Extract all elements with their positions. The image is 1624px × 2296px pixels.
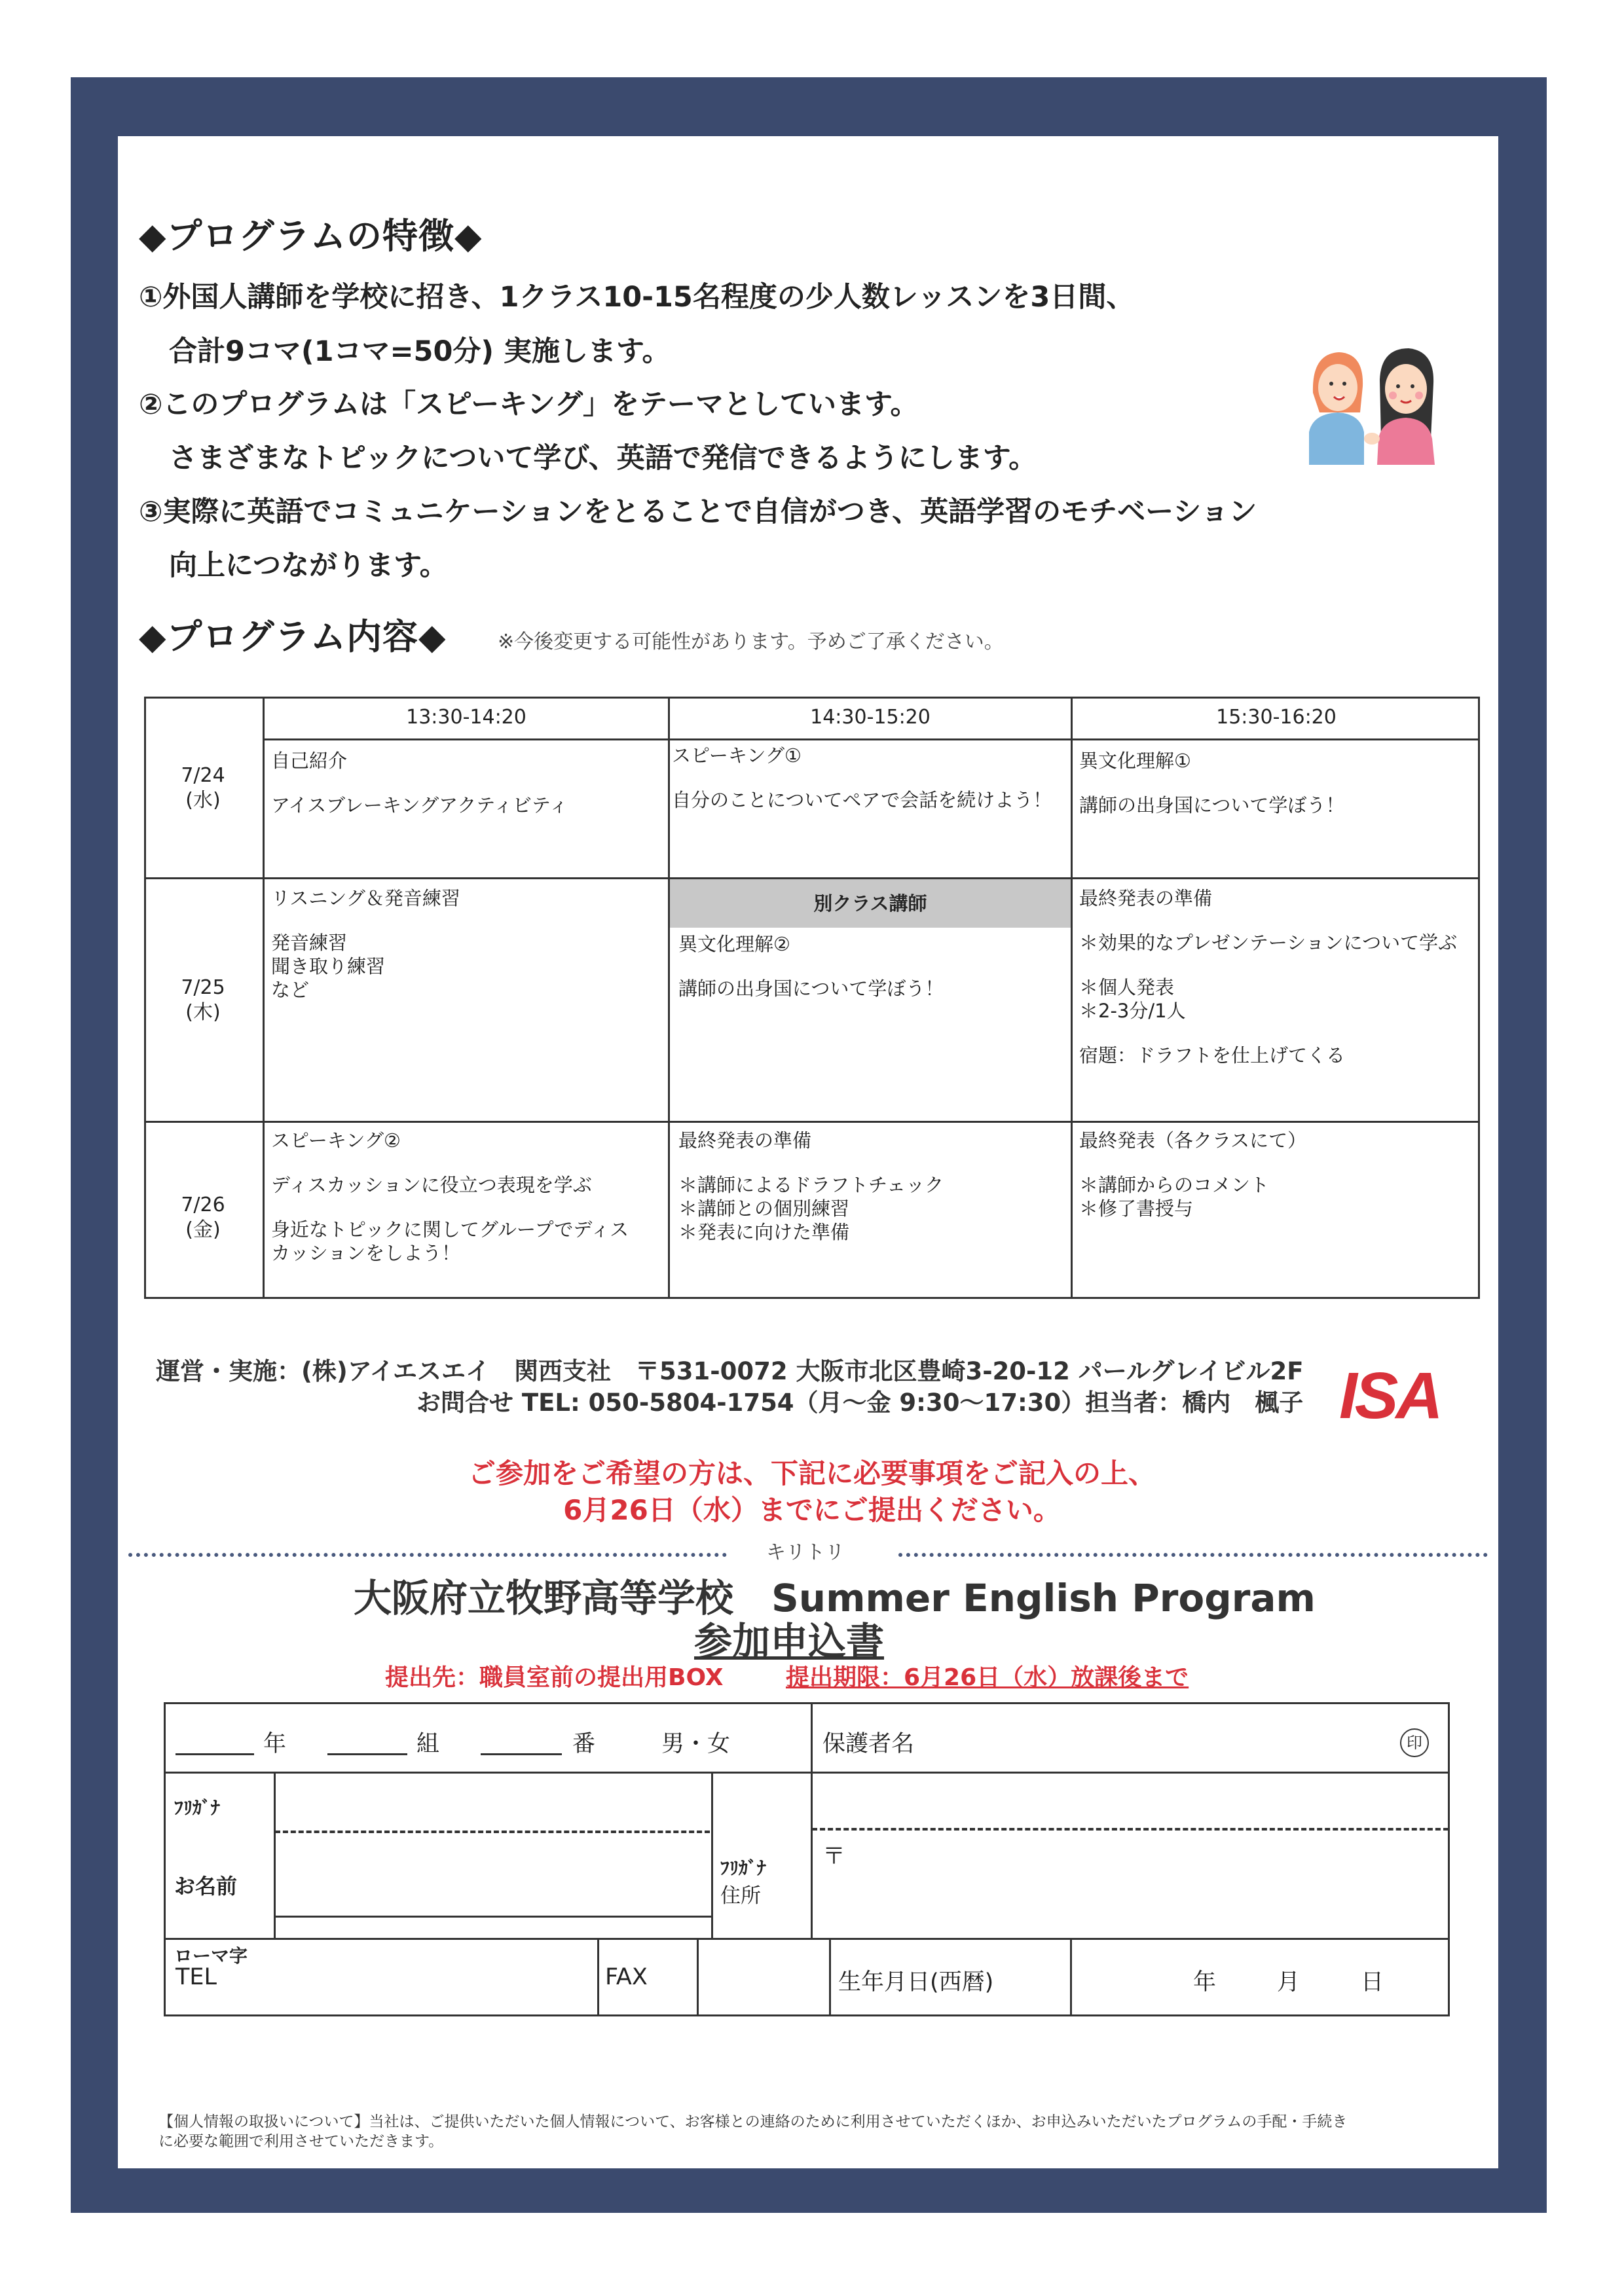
feature-line-5: ③実際に英語でコミュニケーションをとることで自信がつき、英語学習のモチベーション <box>139 496 1257 528</box>
table-divider <box>1071 697 1073 1299</box>
day-2-slot-2: 異文化理解② 講師の出身国について学ぼう！ <box>678 933 944 1000</box>
table-divider <box>668 697 670 1299</box>
isa-logo: ISA <box>1339 1359 1441 1432</box>
submit-to: 提出先：職員室前の提出用BOX <box>385 1664 724 1691</box>
day-3-slot-1: スピーキング② ディスカッションに役立つ表現を学ぶ 身近なトピックに関してグループでディス カッションをしよう！ <box>271 1129 629 1264</box>
gender-options[interactable]: 男・女 <box>661 1731 731 1757</box>
table-divider <box>263 738 1480 740</box>
birthday-month-label: 月 <box>1277 1969 1301 1995</box>
address-label: 住所 <box>720 1884 761 1908</box>
birthday-day-label: 日 <box>1361 1969 1384 1995</box>
submit-deadline: 提出期限：6月26日（水）放課後まで <box>786 1664 1189 1691</box>
time-slot-1: 13:30-14:20 <box>406 706 526 729</box>
feature-line-2: 合計9コマ(1コマ=50分) 実施します。 <box>169 335 671 368</box>
table-divider <box>263 697 265 1299</box>
feature-line-1: ①外国人講師を学校に招き、1クラス10-15名程度の少人数レッスンを3日間、 <box>139 281 1135 314</box>
organizer-contact: お問合せ TEL: 050-5804-1754（月～金 9:30～17:30）担当者：橋内 楓子 <box>416 1389 1304 1417</box>
form-divider <box>711 1772 713 1938</box>
form-divider <box>597 1938 599 2016</box>
address-furigana-label: ﾌﾘｶﾞﾅ <box>720 1857 767 1879</box>
seal-mark: 印 <box>1400 1728 1429 1757</box>
address-input-area[interactable] <box>813 1774 1448 1937</box>
day-3-slot-2: 最終発表の準備 ＊講師によるドラフトチェック ＊講師との個別練習 ＊発表に向けた準備 <box>678 1129 944 1243</box>
feature-line-3: ②このプログラムは「スピーキング」をテーマとしています。 <box>139 388 919 421</box>
class-label: 組 <box>416 1731 440 1757</box>
feature-line-4: さまざまなトピックについて学び、英語で発信できるようにします。 <box>169 442 1037 475</box>
form-subtitle: 参加申込書 <box>694 1619 885 1664</box>
day-3-date: 7/26 (金) <box>181 1194 225 1241</box>
day-2-slot-3: 最終発表の準備 ＊効果的なプレゼンテーションについて学ぶ ＊個人発表 ＊2-3分/1人 宿題：ドラフトを仕上げてくる <box>1079 887 1458 1066</box>
tel-input[interactable] <box>276 1940 597 2014</box>
form-divider <box>829 1938 831 2016</box>
day-1-slot-1: 自己紹介 アイスブレーキングアクティビティ <box>271 750 568 816</box>
year-blank[interactable] <box>175 1753 254 1755</box>
separate-class-banner: 別クラス講師 <box>670 879 1071 928</box>
tel-label: TEL <box>175 1964 217 1990</box>
fax-input[interactable] <box>699 1940 828 2014</box>
furigana-label: ﾌﾘｶﾞﾅ <box>174 1797 221 1819</box>
number-blank[interactable] <box>481 1753 562 1755</box>
feature-line-6: 向上につながります。 <box>169 549 448 582</box>
class-blank[interactable] <box>327 1753 407 1755</box>
day-1-slot-3: 異文化理解① 講師の出身国について学ぼう！ <box>1079 750 1345 816</box>
birthday-year-label: 年 <box>1193 1969 1217 1995</box>
cut-label: キリトリ <box>766 1541 845 1564</box>
name-input-area[interactable] <box>276 1774 710 1915</box>
conversation-illustration <box>1300 340 1437 468</box>
apply-message-line-1: ご参加をご希望の方は、下記に必要事項をご記入の上、 <box>468 1457 1156 1489</box>
features-heading: ◆プログラムの特徴◆ <box>139 215 483 257</box>
time-slot-2: 14:30-15:20 <box>810 706 931 729</box>
table-divider <box>144 1121 1480 1123</box>
form-title: 大阪府立牧野高等学校 Summer English Program <box>354 1576 1316 1620</box>
day-1-date: 7/24 (水) <box>181 764 225 812</box>
romaji-label: ローマ字 <box>174 1945 248 1967</box>
form-divider <box>274 1916 711 1918</box>
day-2-date: 7/25 (木) <box>181 976 225 1024</box>
day-1-slot-2: スピーキング① 自分のことについてペアで会話を続けよう！ <box>672 744 1052 811</box>
apply-message-line-2: 6月26日（水）までにご提出ください。 <box>563 1494 1061 1526</box>
fax-label: FAX <box>605 1964 648 1990</box>
content-heading: ◆プログラム内容◆ <box>139 616 447 657</box>
day-3-slot-3: 最終発表（各クラスにて） ＊講師からのコメント ＊修了書授与 <box>1079 1129 1307 1220</box>
birthday-label: 生年月日(西暦) <box>838 1969 994 1995</box>
guardian-name-label: 保護者名 <box>822 1731 915 1757</box>
form-divider <box>1070 1938 1072 2016</box>
cut-line-right <box>898 1553 1488 1557</box>
privacy-notice: 【個人情報の取扱いについて】当社は、ご提供いただいた個人情報について、お客様との連絡のために利用させていただくほか、お申込みいただいたプログラムの手配・手続き に必要な範囲で利用させていただきます。 <box>158 2113 1348 2150</box>
year-label: 年 <box>263 1731 287 1757</box>
cut-line-left <box>128 1553 727 1557</box>
organizer-address: 運営・実施：(株)アイエスエイ 関西支社 〒531-0072 大阪市北区豊崎3-20-12 パールグレイビル2F <box>156 1357 1304 1385</box>
day-2-slot-1: リスニング＆発音練習 発音練習 聞き取り練習 など <box>271 887 460 1001</box>
number-label: 番 <box>572 1731 596 1757</box>
postal-mark: 〒 <box>822 1844 846 1870</box>
name-label: お名前 <box>174 1874 238 1899</box>
time-slot-3: 15:30-16:20 <box>1216 706 1337 729</box>
change-notice: ※今後変更する可能性があります。予めご了承ください。 <box>498 630 1004 653</box>
